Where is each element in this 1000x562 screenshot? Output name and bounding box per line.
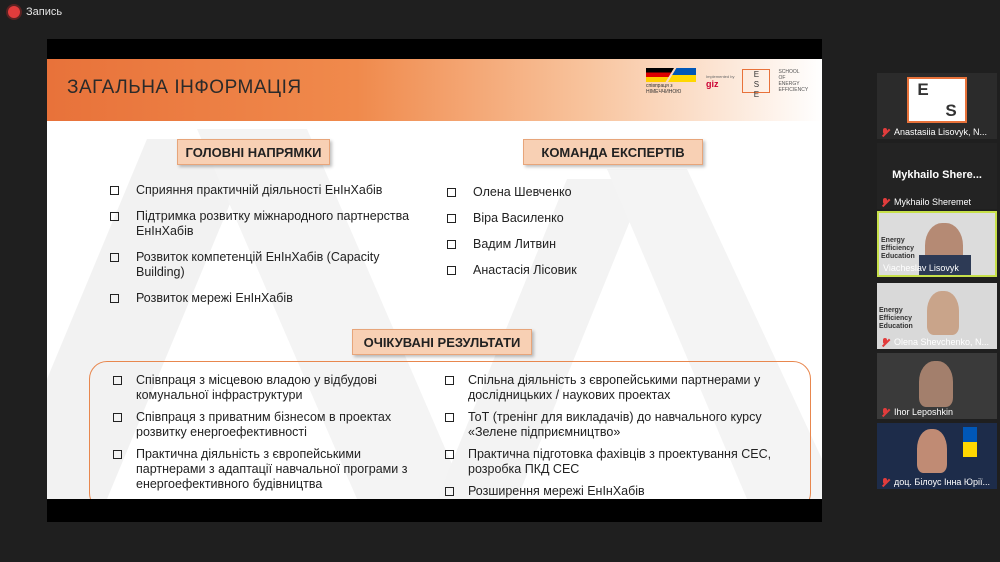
participant-name: Mykhailo Sheremet xyxy=(894,197,972,207)
ese-caption: SCHOOL OF ENERGY EFFICIENCY xyxy=(778,69,809,93)
checkbox-bullet-icon xyxy=(110,294,119,303)
list-item: Практична діяльність з європейськими партнерами з адаптації навчальної програми з енергоефективного будівництва xyxy=(113,447,413,492)
partner-logos xyxy=(646,63,816,99)
list-item: Підтримка розвитку міжнародного партнерства ЕнІнХабів xyxy=(110,209,410,239)
checkbox-bullet-icon xyxy=(113,450,122,459)
presentation-slide xyxy=(47,59,822,499)
meeting-top-bar xyxy=(0,0,1000,24)
checkbox-bullet-icon xyxy=(447,188,456,197)
mic-muted-icon xyxy=(881,198,890,207)
directions-heading: ГОЛОВНІ НАПРЯМКИ xyxy=(177,139,330,165)
experts-heading: КОМАНДА ЕКСПЕРТІВ xyxy=(523,139,703,165)
list-item: Олена Шевченко xyxy=(447,185,707,200)
participant-tile-active-speaker[interactable] xyxy=(877,211,997,277)
participant-name: Anastasiia Lisovyk, N... xyxy=(894,127,988,137)
list-item: Сприяння практичній діяльності ЕнІнХабів xyxy=(110,183,410,198)
list-item: ТоТ (тренінг для викладачів) до навчального курсу «Зелене підприємництво» xyxy=(445,410,795,440)
giz-logo: Implemented by giz xyxy=(706,73,735,89)
checkbox-bullet-icon xyxy=(110,253,119,262)
list-item: Розвиток компетенцій ЕнІнХабів (Capacity Building) xyxy=(110,250,410,280)
video-overlay-text: Energy Efficiency Education xyxy=(879,307,913,330)
ukraine-flag-icon xyxy=(963,427,977,457)
list-item: Спільна діяльність з європейськими партнерами у дослідницьких / наукових проектах xyxy=(445,373,795,403)
mic-muted-icon xyxy=(881,128,890,137)
screen-share-area xyxy=(47,39,822,522)
participant-video xyxy=(927,291,959,335)
mic-muted-icon xyxy=(881,338,890,347)
slide-title: ЗАГАЛЬНА ІНФОРМАЦІЯ xyxy=(67,77,302,98)
participant-display-name: Mykhailo Shere... xyxy=(892,169,982,181)
list-item: Віра Василенко xyxy=(447,211,707,226)
list-item: Розширення мережі ЕнІнХабів xyxy=(445,484,795,499)
checkbox-bullet-icon xyxy=(447,240,456,249)
participant-name: Ihor Leposhkin xyxy=(894,407,954,417)
list-item: Анастасія Лісовик xyxy=(447,263,707,278)
results-right-list xyxy=(445,373,795,499)
list-item: Співпраця з приватним бізнесом в проектах розвитку енергоефективності xyxy=(113,410,413,440)
participant-tile[interactable] xyxy=(877,143,997,209)
results-left-list xyxy=(113,373,413,499)
checkbox-bullet-icon xyxy=(113,413,122,422)
participant-video xyxy=(919,361,953,407)
participant-tile[interactable] xyxy=(877,423,997,489)
checkbox-bullet-icon xyxy=(445,376,454,385)
list-item: Практична підготовка фахівців з проектування СЕС, розробка ПКД СЕС xyxy=(445,447,795,477)
participant-tile[interactable] xyxy=(877,283,997,349)
participant-tile[interactable] xyxy=(877,353,997,419)
participant-name: Olena Shevchenko, N... xyxy=(894,337,990,347)
mic-muted-icon xyxy=(881,408,890,417)
participant-gallery xyxy=(877,0,1000,562)
checkbox-bullet-icon xyxy=(447,214,456,223)
checkbox-bullet-icon xyxy=(110,186,119,195)
participant-tile[interactable] xyxy=(877,73,997,139)
checkbox-bullet-icon xyxy=(113,376,122,385)
list-item: Вадим Литвин xyxy=(447,237,707,252)
list-item: Співпраця з місцевою владою у відбудові комунальної інфраструктури xyxy=(113,373,413,403)
checkbox-bullet-icon xyxy=(445,450,454,459)
ese-logo: E S E xyxy=(742,69,770,93)
directions-list xyxy=(110,183,410,317)
checkbox-bullet-icon xyxy=(110,212,119,221)
participant-name: доц. Білоус Інна Юрії... xyxy=(894,477,991,487)
record-icon[interactable] xyxy=(8,6,20,18)
list-item: Розвиток мережі ЕнІнХабів xyxy=(110,291,410,306)
participant-video xyxy=(917,429,947,473)
results-heading: ОЧІКУВАНІ РЕЗУЛЬТАТИ xyxy=(352,329,532,355)
video-overlay-text: Energy Efficiency Education xyxy=(881,237,915,260)
participant-name: Viacheslav Lisovyk xyxy=(883,263,959,273)
record-label[interactable]: Запись xyxy=(26,6,63,18)
cooperation-germany-logo: співпраця з НІМЕЧЧИНОЮ xyxy=(646,66,698,96)
experts-list xyxy=(447,185,707,289)
checkbox-bullet-icon xyxy=(445,413,454,422)
checkbox-bullet-icon xyxy=(445,487,454,496)
mic-muted-icon xyxy=(881,478,890,487)
checkbox-bullet-icon xyxy=(447,266,456,275)
ese-avatar-logo: E S xyxy=(907,77,967,123)
